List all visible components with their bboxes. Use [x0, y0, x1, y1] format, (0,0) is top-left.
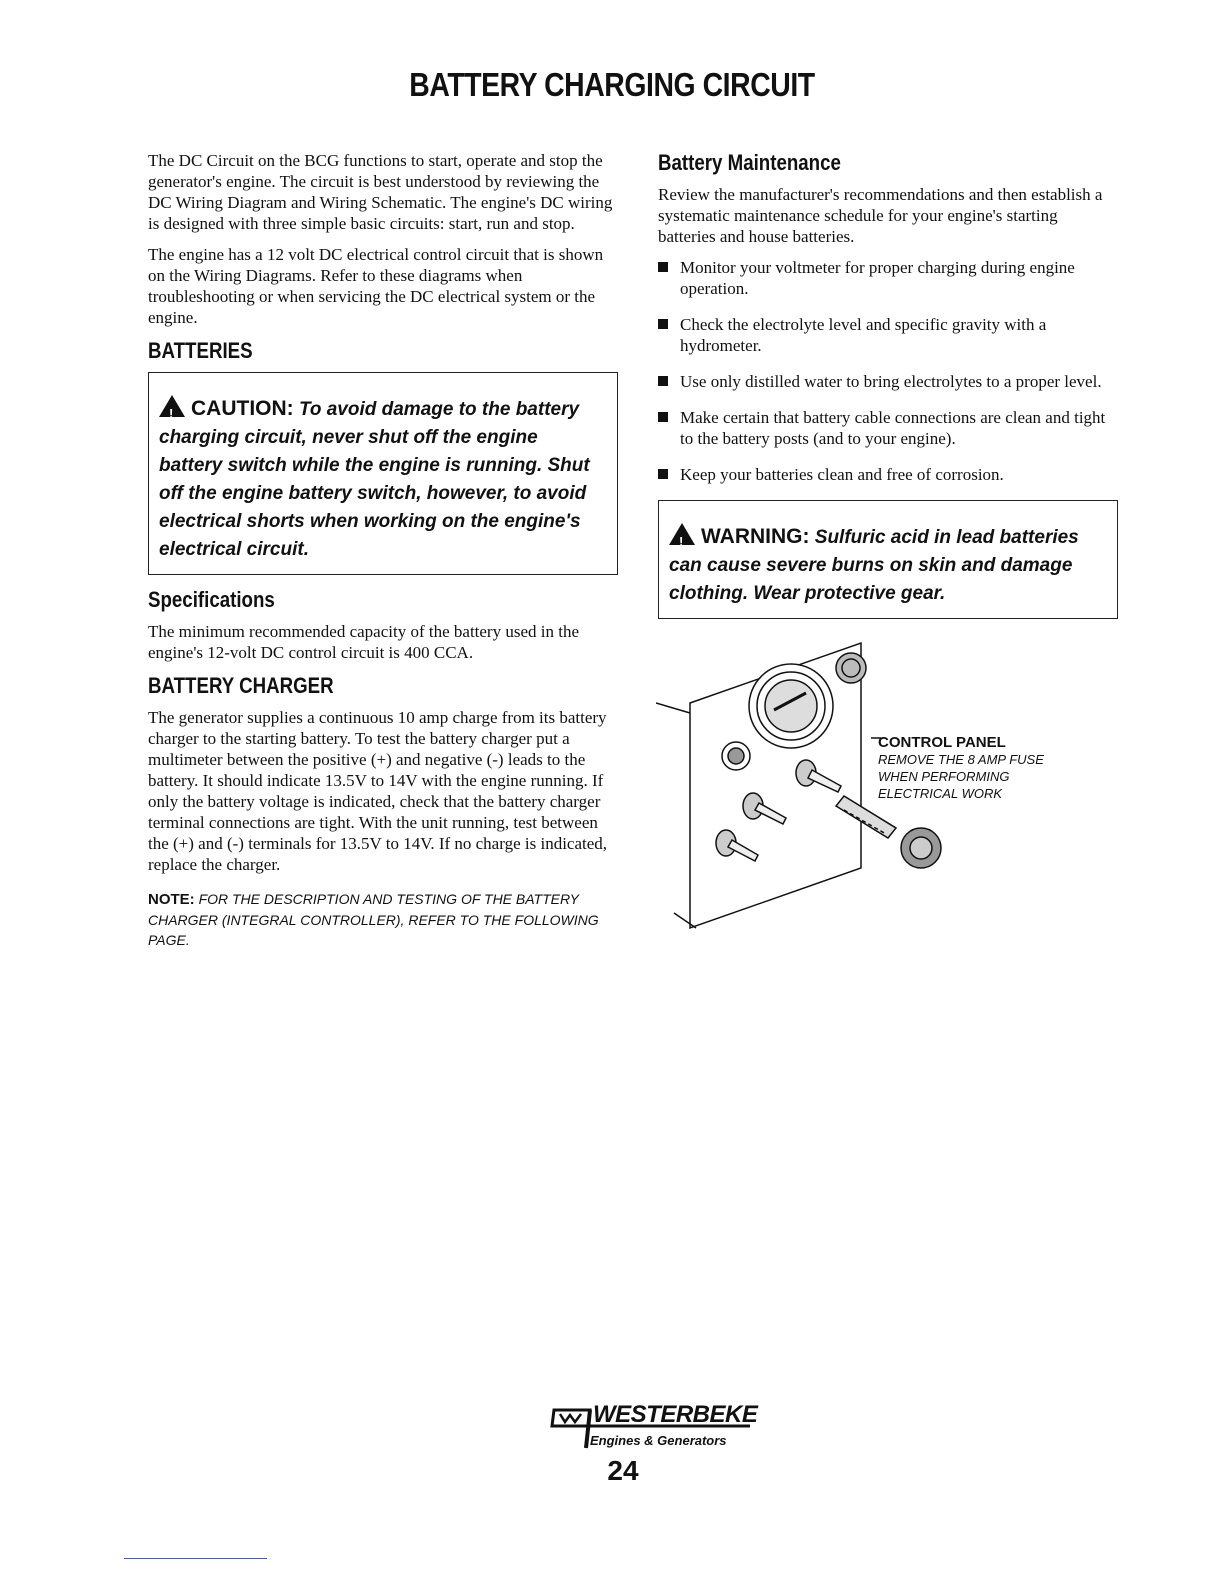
list-item: Keep your batteries clean and free of corrosion.: [658, 464, 1118, 485]
warning-label: WARNING:: [701, 525, 810, 548]
right-column: [658, 150, 1118, 619]
left-column: [148, 150, 618, 950]
specifications-heading: Specifications: [148, 587, 275, 612]
figure-label: CONTROL PANEL: [878, 734, 1006, 751]
bullet-square-icon: [658, 319, 668, 329]
bullet-square-icon: [658, 262, 668, 272]
list-item: Make certain that battery cable connections are clean and tight to the battery posts (and to your engine).: [658, 407, 1118, 449]
battery-maintenance-heading: Battery Maintenance: [658, 150, 841, 175]
caution-text: To avoid damage to the battery charging circuit, never shut off the engine battery switch while the engine is running. Shut off the engine battery switch, however, to avoid electrical shorts when working on the engine's electrical circuit.: [159, 399, 590, 560]
note-label: NOTE:: [148, 891, 195, 908]
note-text: FOR THE DESCRIPTION AND TESTING OF THE BATTERY CHARGER (INTEGRAL CONTROLLER), REFER TO THE FOLLOWING PAGE.: [148, 891, 599, 948]
maintenance-list: [658, 257, 1118, 485]
caution-label: CAUTION:: [191, 397, 294, 420]
note: [148, 889, 618, 950]
warning-box: [658, 500, 1118, 619]
bottom-rule: [124, 1558, 267, 1559]
warning-text: Sulfuric acid in lead batteries can cause severe burns on skin and damage clothing. Wear protective gear.: [669, 527, 1079, 604]
batteries-heading: BATTERIES: [148, 338, 253, 363]
brand-tagline: Engines & Generators: [590, 1433, 727, 1448]
brand-name: WESTERBEKE: [593, 1401, 758, 1428]
bullet-square-icon: [658, 412, 668, 422]
caution-box: [148, 372, 618, 575]
page-title: BATTERY CHARGING CIRCUIT: [409, 66, 815, 103]
list-item: Check the electrolyte level and specific gravity with a hydrometer.: [658, 314, 1118, 356]
warning-triangle-icon: [669, 523, 695, 545]
list-item: Use only distilled water to bring electrolytes to a proper level.: [658, 371, 1118, 392]
warning-triangle-icon: [159, 395, 185, 417]
figure-caption: REMOVE THE 8 AMP FUSE WHEN PERFORMING ELECTRICAL WORK: [878, 752, 1044, 801]
bullet-square-icon: [658, 376, 668, 386]
battery-maintenance-text: Review the manufacturer's recommendations and then establish a systematic maintenance schedule for your engine's starting batteries and house batteries.: [658, 185, 1103, 246]
figure-callout: [878, 734, 1058, 802]
intro-paragraph-1: The DC Circuit on the BCG functions to start, operate and stop the generator's engine. The circuit is best understood by reviewing the DC Wiring Diagram and Wiring Schematic. The engine's DC wiring is designed with three simple basic circuits: start, run and stop.: [148, 151, 613, 233]
battery-charger-text: The generator supplies a continuous 10 amp charge from its battery charger to the starting battery. To test the battery charger put a multimeter between the positive (+) and negative (-) leads to the battery. It should indicate 13.5V to 14V with the engine running. If only the battery voltage is indicated, check that the battery charger terminal connections are tight. With the unit running, test between the (+) and (-) terminals for 13.5V to 14V. If no charge is indicated, replace the charger.: [148, 708, 608, 874]
page-number: 24: [607, 1455, 639, 1486]
intro-paragraph-2: The engine has a 12 volt DC electrical control circuit that is shown on the Wiring Diagrams. Refer to these diagrams when troubleshooting or when servicing the DC electrical system or the engine.: [148, 245, 604, 327]
list-item: Monitor your voltmeter for proper charging during engine operation.: [658, 257, 1118, 299]
specifications-text: The minimum recommended capacity of the battery used in the engine's 12-volt DC control circuit is 400 CCA.: [148, 622, 579, 662]
battery-charger-heading: BATTERY CHARGER: [148, 673, 334, 698]
bullet-square-icon: [658, 469, 668, 479]
